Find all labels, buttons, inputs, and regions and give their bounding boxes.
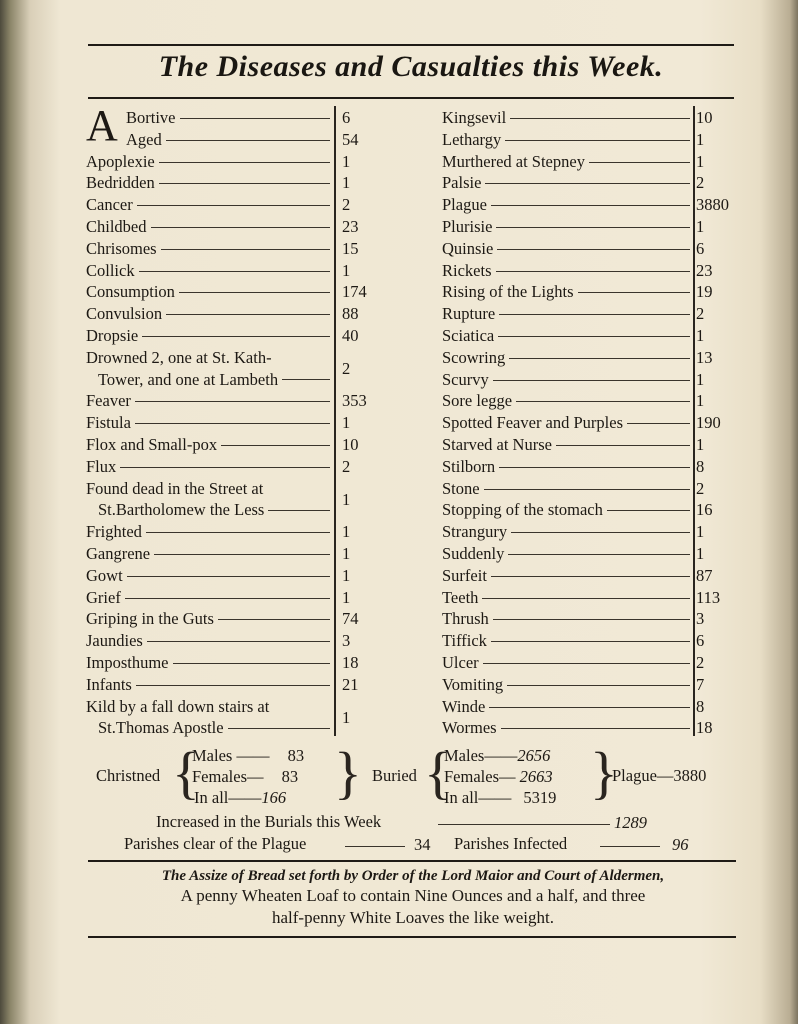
cause-label: Cancer xyxy=(86,195,133,215)
increased-label: Increased in the Burials this Week xyxy=(156,812,382,831)
cause-label: Aged xyxy=(126,129,162,149)
cause-label: Stopping of the stomach xyxy=(442,500,603,520)
leader-dash xyxy=(509,358,690,359)
leader-dash xyxy=(135,423,330,424)
death-count: 3 xyxy=(342,631,351,651)
cause-label-continued: St.Thomas Apostle xyxy=(98,718,224,738)
cause-label: Childbed xyxy=(86,216,147,236)
buried-brace-right: } xyxy=(590,740,618,805)
leader-dash xyxy=(507,685,690,686)
leader-dash xyxy=(142,336,330,337)
death-count: 1 xyxy=(342,260,351,280)
leader-dash xyxy=(125,598,330,599)
buried-brace: { xyxy=(424,740,452,805)
death-count: 21 xyxy=(342,674,359,694)
leader-dash xyxy=(578,292,690,293)
leader-dash xyxy=(498,336,690,337)
right-row xyxy=(442,456,742,478)
christned-all: In all——166 xyxy=(194,788,287,807)
cause-label: Scurvy xyxy=(442,369,489,389)
drop-cap: A xyxy=(86,101,118,150)
leader-dash xyxy=(496,271,690,272)
assize-top-rule xyxy=(88,860,736,862)
right-row xyxy=(442,172,742,194)
cause-label: Sore legge xyxy=(442,391,513,411)
leader-dash xyxy=(505,140,690,141)
cause-label: Quinsie xyxy=(442,238,494,258)
leader-dash xyxy=(282,379,330,380)
death-count: 113 xyxy=(696,587,721,607)
leader-dash xyxy=(627,423,690,424)
christned-brace-right: } xyxy=(334,740,362,805)
right-row xyxy=(442,543,742,565)
death-count: 6 xyxy=(342,108,351,127)
death-count: 10 xyxy=(696,108,713,127)
right-row xyxy=(442,194,742,216)
death-count: 2 xyxy=(342,456,351,476)
right-row xyxy=(442,434,742,456)
cause-label: Surfeit xyxy=(442,565,487,585)
leader-dash xyxy=(499,314,690,315)
right-row xyxy=(442,630,742,652)
death-count: 1 xyxy=(696,391,705,411)
cause-label: Tiffick xyxy=(442,631,487,651)
increased-dash xyxy=(438,824,610,825)
leader-dash xyxy=(489,707,690,708)
leader-dash xyxy=(491,641,690,642)
leader-dash xyxy=(485,183,690,184)
right-row xyxy=(442,521,742,543)
cause-label: Fistula xyxy=(86,413,131,433)
right-row xyxy=(442,565,742,587)
cause-label: Dropsie xyxy=(86,325,139,345)
cause-label: Gangrene xyxy=(86,543,151,563)
increased-value: 1289 xyxy=(614,813,647,832)
christned-males: Males —— 83 xyxy=(192,746,305,765)
death-count: 23 xyxy=(342,216,359,236)
cause-label: Frighted xyxy=(86,522,142,542)
cause-label: Suddenly xyxy=(442,543,505,563)
leader-dash xyxy=(556,445,690,446)
death-count: 8 xyxy=(696,696,705,716)
death-count: 88 xyxy=(342,304,359,324)
cause-label: Starved at Nurse xyxy=(442,434,552,454)
death-count: 353 xyxy=(342,391,367,411)
title-block xyxy=(88,44,734,100)
death-count: 174 xyxy=(342,282,367,302)
death-count: 19 xyxy=(696,282,713,302)
death-count: 74 xyxy=(342,609,359,629)
death-count: 1 xyxy=(696,216,705,236)
leader-dash xyxy=(159,162,330,163)
death-count: 1 xyxy=(696,129,705,149)
right-column-list xyxy=(442,107,742,739)
leader-dash xyxy=(179,292,330,293)
leader-dash xyxy=(161,249,330,250)
cause-label: Collick xyxy=(86,260,135,280)
death-count: 2 xyxy=(696,304,705,324)
death-count: 1 xyxy=(342,151,351,171)
right-row xyxy=(442,260,742,282)
right-row xyxy=(442,369,742,391)
right-row xyxy=(442,325,742,347)
assize-heading: The Assize of Bread set forth by Order of the Lord Maior and Court of Aldermen, xyxy=(161,868,665,884)
leader-dash xyxy=(511,532,690,533)
death-count: 13 xyxy=(696,347,713,367)
death-count: 1 xyxy=(696,522,705,542)
page-title: The Diseases and Casualties this Week. xyxy=(158,50,664,83)
cause-label: Scowring xyxy=(442,347,506,367)
leader-dash xyxy=(496,227,690,228)
death-count: 7 xyxy=(696,674,705,694)
leader-dash xyxy=(151,227,330,228)
cause-label-continued: St.Bartholomew the Less xyxy=(98,500,265,520)
cause-label: Chrisomes xyxy=(86,238,157,258)
cause-label: Teeth xyxy=(442,587,479,607)
cause-label: Spotted Feaver and Purples xyxy=(442,413,624,433)
leader-dash xyxy=(491,576,690,577)
death-count: 16 xyxy=(696,500,713,520)
cause-label: Ulcer xyxy=(442,652,479,672)
cause-label: Rupture xyxy=(442,304,496,324)
right-row xyxy=(442,412,742,434)
leader-dash xyxy=(493,380,690,381)
cause-label: Grief xyxy=(86,587,121,607)
death-count: 190 xyxy=(696,413,721,433)
cause-label: Convulsion xyxy=(86,304,163,324)
leader-dash xyxy=(499,467,690,468)
christned-label: Christned xyxy=(96,766,161,785)
cause-label: Jaundies xyxy=(86,631,143,651)
buried-males: Males——2656 xyxy=(444,746,551,765)
death-count: 1 xyxy=(696,543,705,563)
leader-dash xyxy=(510,118,690,119)
right-row xyxy=(442,652,742,674)
death-count: 3880 xyxy=(696,195,729,215)
leader-dash xyxy=(493,619,690,620)
death-count: 1 xyxy=(342,522,351,542)
death-count: 15 xyxy=(342,238,359,258)
cause-label: Rising of the Lights xyxy=(442,282,574,302)
right-row xyxy=(442,107,742,129)
cause-label: Rickets xyxy=(442,260,492,280)
cause-label: Wormes xyxy=(442,718,497,738)
death-count: 18 xyxy=(696,718,713,738)
cause-label: Lethargy xyxy=(442,129,502,149)
assize-line-2: A penny Wheaten Loaf to contain Nine Ounces and a half, and three xyxy=(180,886,646,905)
right-row xyxy=(442,390,742,412)
leader-dash xyxy=(516,401,690,402)
parishes-clear-dash xyxy=(345,846,405,847)
death-count: 1 xyxy=(342,543,351,563)
right-row xyxy=(442,587,742,609)
cause-label: Thrush xyxy=(442,609,489,629)
right-row xyxy=(442,674,742,696)
death-count: 1 xyxy=(342,413,351,433)
title-top-rule xyxy=(88,44,734,46)
assize-line-3: half-penny White Loaves the like weight. xyxy=(272,908,554,927)
leader-dash xyxy=(135,401,330,402)
cause-label: Murthered at Stepney xyxy=(442,151,585,171)
parishes-infected-label: Parishes Infected xyxy=(454,834,568,853)
right-row xyxy=(442,499,742,521)
cause-label: Gowt xyxy=(86,565,123,585)
leader-dash xyxy=(173,663,330,664)
leader-dash xyxy=(589,162,690,163)
right-row xyxy=(442,151,742,173)
leader-dash xyxy=(139,271,330,272)
right-row xyxy=(442,608,742,630)
death-count: 2 xyxy=(342,195,351,215)
leader-dash xyxy=(221,445,330,446)
death-count: 1 xyxy=(342,173,351,193)
death-count: 87 xyxy=(696,565,713,585)
right-number-rule xyxy=(693,106,695,736)
death-count: 1 xyxy=(696,151,705,171)
right-row xyxy=(442,717,742,739)
death-count: 18 xyxy=(342,652,359,672)
leader-dash xyxy=(146,532,330,533)
leader-dash xyxy=(482,598,690,599)
leader-dash xyxy=(137,205,330,206)
cause-label: Feaver xyxy=(86,391,131,411)
cause-label: Flox and Small-pox xyxy=(86,434,218,454)
parishes-infected-dash xyxy=(600,846,660,847)
leader-dash xyxy=(180,118,330,119)
cause-label: Stilborn xyxy=(442,456,496,476)
death-count: 1 xyxy=(696,369,705,389)
death-count: 1 xyxy=(342,587,351,607)
right-row xyxy=(442,281,742,303)
cause-label: Found dead in the Street at xyxy=(86,478,264,498)
parishes-infected-value: 96 xyxy=(672,835,689,854)
leader-dash xyxy=(497,249,690,250)
leader-dash xyxy=(508,554,690,555)
death-count: 6 xyxy=(696,238,705,258)
death-count: 1 xyxy=(696,434,705,454)
death-count: 6 xyxy=(696,631,705,651)
christned-females: Females— 83 xyxy=(192,767,299,786)
right-row xyxy=(442,238,742,260)
leader-dash xyxy=(159,183,330,184)
leader-dash xyxy=(166,314,330,315)
cause-label: Plague xyxy=(442,195,487,215)
cause-label: Imposthume xyxy=(86,652,169,672)
death-count: 2 xyxy=(342,358,351,378)
leader-dash xyxy=(484,489,690,490)
death-count: 1 xyxy=(696,325,705,345)
leader-dash xyxy=(166,140,330,141)
cause-label: Vomiting xyxy=(442,674,504,694)
parishes-clear-label: Parishes clear of the Plague xyxy=(124,834,307,853)
christned-brace: { xyxy=(172,740,200,805)
death-count: 54 xyxy=(342,129,359,149)
leader-dash xyxy=(136,685,330,686)
cause-label: Winde xyxy=(442,696,486,716)
death-count: 2 xyxy=(696,478,705,498)
right-row xyxy=(442,478,742,500)
buried-label: Buried xyxy=(372,766,417,785)
leader-dash xyxy=(127,576,330,577)
leader-dash xyxy=(501,728,690,729)
assize-bottom-rule xyxy=(88,936,736,938)
leader-dash xyxy=(218,619,330,620)
assize-block xyxy=(88,868,738,929)
cause-label: Griping in the Guts xyxy=(86,609,214,629)
cause-label: Strangury xyxy=(442,522,508,542)
left-number-rule xyxy=(334,106,336,736)
plague-total: Plague—3880 xyxy=(612,766,707,785)
buried-females: Females— 2663 xyxy=(444,767,553,786)
title-bottom-rule xyxy=(88,97,734,99)
death-count: 2 xyxy=(696,173,705,193)
cause-label: Consumption xyxy=(86,282,175,302)
death-count: 8 xyxy=(696,456,705,476)
cause-label: Kingsevil xyxy=(442,108,507,127)
cause-label: Flux xyxy=(86,456,117,476)
leader-dash xyxy=(268,510,330,511)
cause-label: Stone xyxy=(442,478,480,498)
right-row xyxy=(442,696,742,718)
death-count: 23 xyxy=(696,260,713,280)
cause-label: Sciatica xyxy=(442,325,495,345)
cause-label: Kild by a fall down stairs at xyxy=(86,696,270,716)
cause-label: Palsie xyxy=(442,173,482,193)
right-row xyxy=(442,129,742,151)
cause-label: Infants xyxy=(86,674,132,694)
leader-dash xyxy=(147,641,330,642)
leader-dash xyxy=(120,467,330,468)
death-count: 1 xyxy=(342,489,351,509)
death-count: 1 xyxy=(342,707,351,727)
right-row xyxy=(442,216,742,238)
death-count: 40 xyxy=(342,325,359,345)
cause-label: Bedridden xyxy=(86,173,155,193)
cause-label: Bortive xyxy=(126,108,176,127)
parishes-clear-value: 34 xyxy=(414,835,431,854)
cause-label: Plurisie xyxy=(442,216,493,236)
leader-dash xyxy=(154,554,330,555)
death-count: 10 xyxy=(342,434,359,454)
leader-dash xyxy=(228,728,330,729)
leader-dash xyxy=(483,663,690,664)
leader-dash xyxy=(491,205,690,206)
right-row xyxy=(442,347,742,369)
cause-label-continued: Tower, and one at Lambeth xyxy=(98,369,279,389)
death-count: 1 xyxy=(342,565,351,585)
right-row xyxy=(442,303,742,325)
cause-label: Drowned 2, one at St. Kath- xyxy=(86,347,272,367)
death-count: 2 xyxy=(696,652,705,672)
cause-label: Apoplexie xyxy=(86,151,155,171)
buried-all: In all—— 5319 xyxy=(444,788,557,807)
leader-dash xyxy=(607,510,690,511)
death-count: 3 xyxy=(696,609,705,629)
